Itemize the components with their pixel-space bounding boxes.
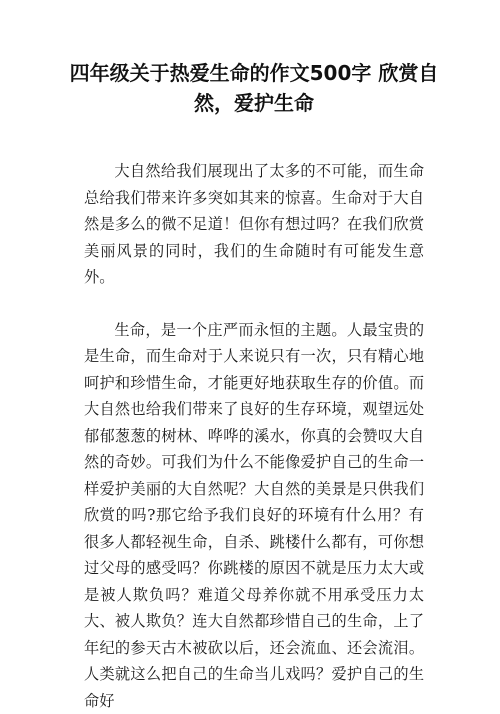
paragraph-2: 生命，是一个庄严而永恒的主题。人最宝贵的是生命，而生命对于人来说只有一次，只有精心地呵护和珍惜生命，才能更好地获取生存的价值。而大自然也给我们带来了良好的生存环境，观望远处郁郁葱葱的树林、哗哗的溪水，你真的会赞叹大自然的奇妙。可我们为什么不能像爱护自己的生命一样爱护美丽的大自然呢？大自然的美景是只供我们欣赏的吗?那它给予我们良好的环境有什么用？有很多人都轻视生命，自杀、跳楼什么都有，可你想过父母的感受吗？你跳楼的原因不就是压力太大或是被人欺负吗？难道父母养你就不用承受压力太大、被人欺负？连大自然都珍惜自己的生命，上了年纪的参天古木被砍以后，还会流血、还会流泪。人类就这么把自己的生命当儿戏吗？爱护自己的生命好 (84, 317, 424, 714)
document-title: 四年级关于热爱生命的作文500字 欣赏自然，爱护生命 (58, 58, 450, 118)
paragraph-1: 大自然给我们展现出了太多的不可能，而生命总给我们带来许多突如其来的惊喜。生命对于大自然是多么的微不足道！但你有想过吗？在我们欣赏美丽风景的同时，我们的生命随时有可能发生意外。 (84, 158, 424, 291)
